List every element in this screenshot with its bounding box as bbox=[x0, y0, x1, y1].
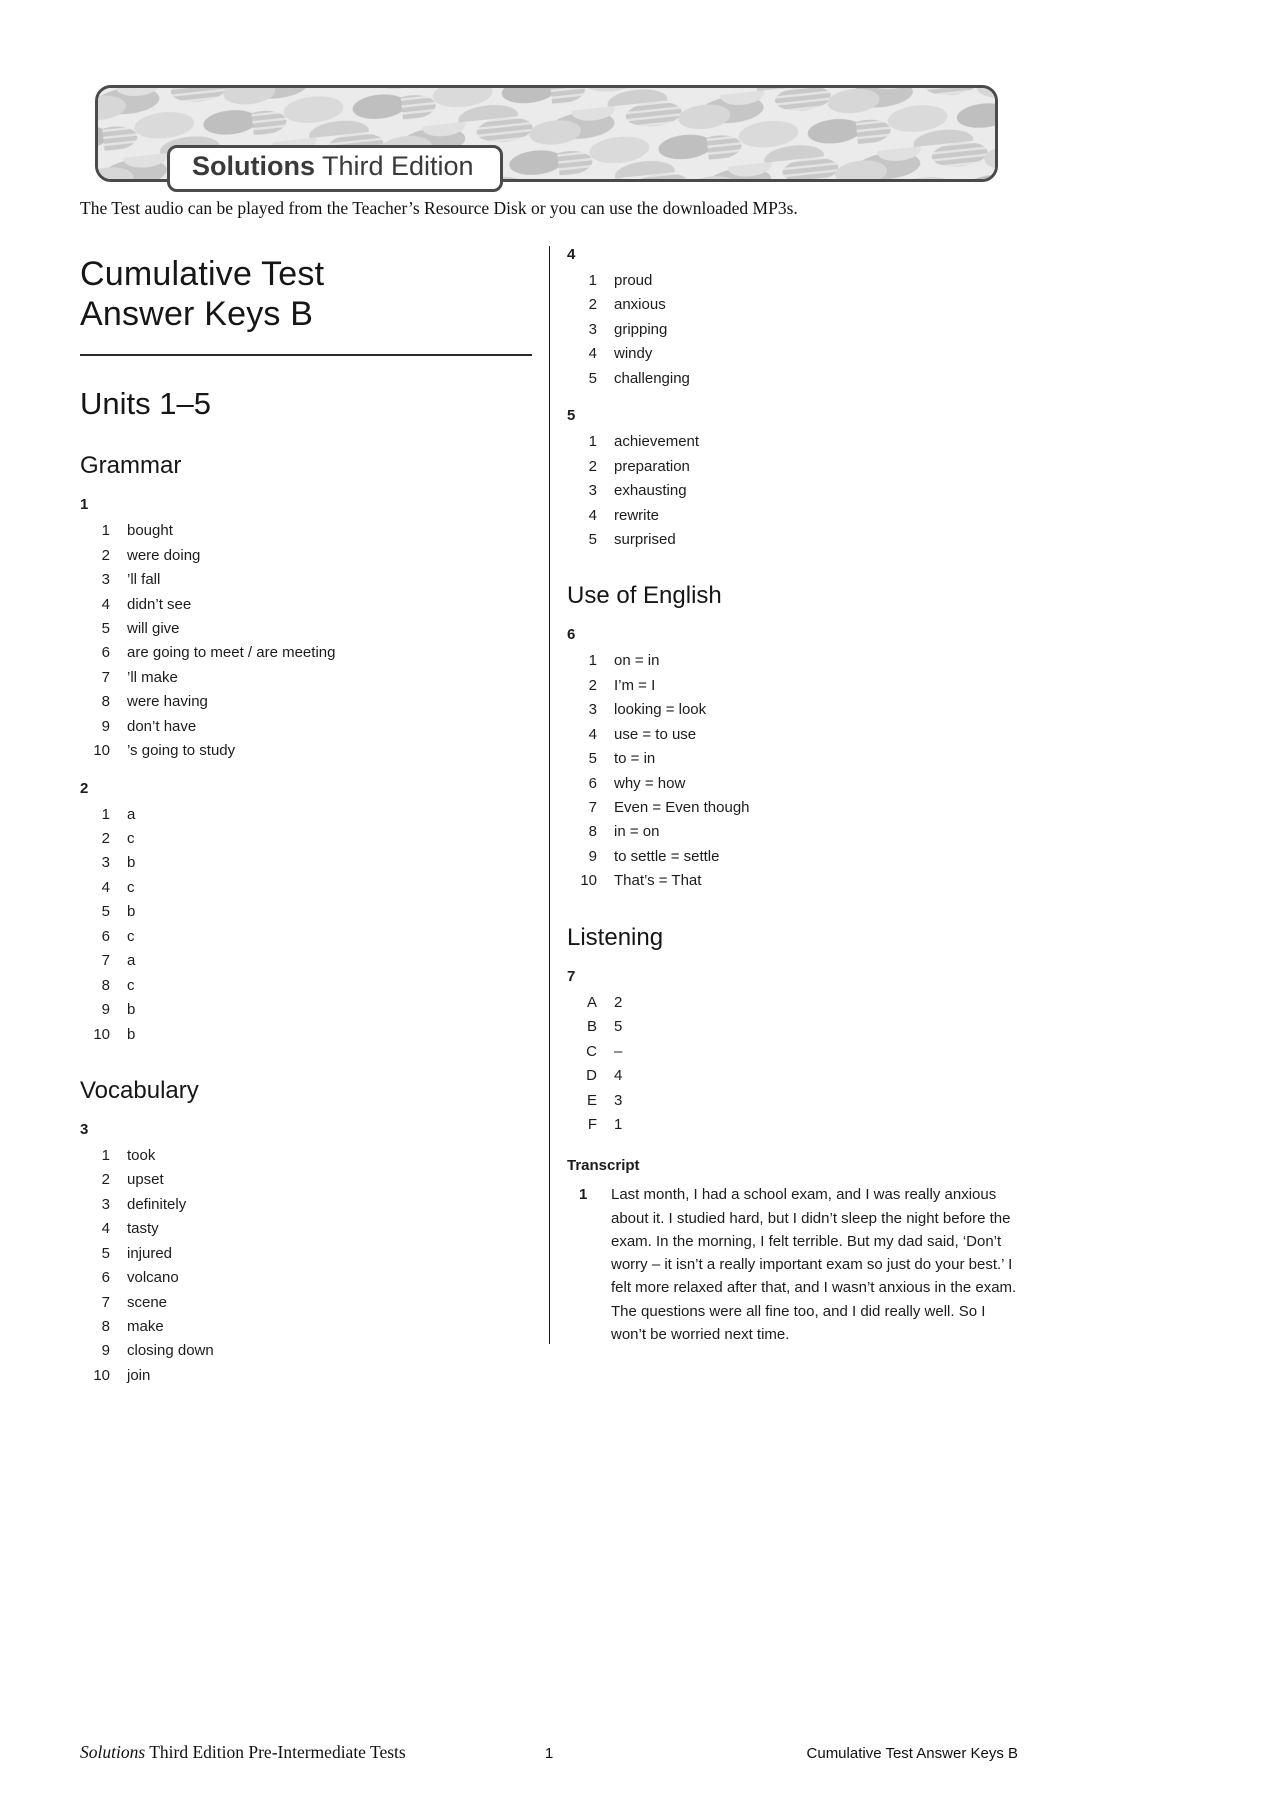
answer-text: ’ll make bbox=[127, 668, 178, 686]
exercise-number: 2 bbox=[80, 779, 89, 797]
answer-number: 2 bbox=[101, 546, 110, 564]
answer-row bbox=[80, 998, 532, 1022]
answer-number: 1 bbox=[101, 522, 110, 540]
answer-text: 1 bbox=[614, 1115, 623, 1133]
page-title bbox=[80, 254, 532, 334]
answer-text: c bbox=[127, 878, 135, 896]
answer-row bbox=[80, 1364, 532, 1388]
section-heading: Grammar bbox=[80, 452, 182, 480]
answer-text: – bbox=[614, 1042, 623, 1060]
answer-row bbox=[80, 803, 532, 827]
answer-row bbox=[80, 568, 532, 592]
answer-text: join bbox=[127, 1366, 151, 1384]
answer-text: don’t have bbox=[127, 717, 197, 735]
answer-text: gripping bbox=[614, 320, 668, 338]
answer-row bbox=[567, 820, 1020, 844]
answer-text: b bbox=[127, 903, 136, 921]
answer-row bbox=[80, 949, 532, 973]
answer-text: c bbox=[127, 927, 135, 945]
answer-number: 1 bbox=[101, 1146, 110, 1164]
answer-number: D bbox=[586, 1067, 597, 1085]
answer-text: a bbox=[127, 952, 136, 970]
exercise bbox=[80, 1121, 532, 1388]
exercise-number: 4 bbox=[567, 246, 576, 263]
answer-row bbox=[80, 593, 532, 617]
answer-number: 2 bbox=[588, 676, 597, 694]
answer-row bbox=[567, 342, 1020, 366]
answer-text: looking = look bbox=[614, 701, 707, 719]
page-title-line1: Cumulative Test bbox=[80, 255, 325, 293]
answer-row bbox=[567, 430, 1020, 454]
answer-text: will give bbox=[127, 619, 180, 637]
exercise bbox=[567, 968, 1020, 1138]
answer-number: 6 bbox=[101, 927, 110, 945]
content-columns bbox=[80, 240, 1020, 1388]
answer-row bbox=[80, 974, 532, 998]
answer-row bbox=[80, 851, 532, 875]
answer-number: 5 bbox=[588, 369, 597, 387]
answer-number: 2 bbox=[101, 1171, 110, 1189]
answer-text: injured bbox=[127, 1244, 173, 1262]
answer-number: B bbox=[586, 1018, 597, 1036]
answer-text: Even = Even though bbox=[614, 799, 750, 816]
left-answer-blocks bbox=[80, 452, 532, 1388]
answer-number: 4 bbox=[101, 595, 110, 613]
answer-text: upset bbox=[127, 1171, 164, 1189]
answer-text: I’m = I bbox=[614, 676, 656, 694]
answer-row bbox=[80, 1339, 532, 1363]
answer-text: b bbox=[127, 1001, 136, 1019]
answer-text: That’s = That bbox=[614, 872, 702, 890]
exercise bbox=[567, 626, 1020, 893]
answer-number: 5 bbox=[101, 619, 110, 637]
footer-doc-title: Cumulative Test Answer Keys B bbox=[806, 1745, 1018, 1762]
answer-text: exhausting bbox=[614, 482, 687, 500]
answer-text: c bbox=[127, 976, 135, 994]
answer-row bbox=[80, 1242, 532, 1266]
answer-text: to = in bbox=[614, 750, 656, 768]
right-answer-blocks bbox=[567, 246, 1020, 1346]
answer-text: b bbox=[127, 1025, 136, 1043]
answer-text: ’s going to study bbox=[127, 742, 236, 760]
answer-text: were doing bbox=[127, 546, 201, 564]
brand-banner bbox=[95, 85, 998, 182]
answer-text: are going to meet / are meeting bbox=[127, 644, 336, 662]
answer-text: surprised bbox=[614, 530, 676, 548]
page-title-line2: Answer Keys B bbox=[80, 295, 314, 334]
answer-row bbox=[80, 876, 532, 900]
answer-row bbox=[567, 293, 1020, 317]
exercise-number: 5 bbox=[567, 407, 576, 425]
answer-text: scene bbox=[127, 1293, 168, 1311]
answer-row bbox=[80, 1193, 532, 1217]
answer-number: E bbox=[586, 1091, 597, 1109]
answer-number: 5 bbox=[101, 1244, 110, 1262]
answer-row bbox=[80, 1217, 532, 1241]
answer-row bbox=[80, 690, 532, 714]
answer-number: 9 bbox=[101, 717, 110, 735]
answer-text: ’ll fall bbox=[127, 571, 161, 589]
transcript-item bbox=[567, 1183, 1020, 1346]
answer-number: 6 bbox=[101, 644, 110, 662]
answer-number: 3 bbox=[588, 701, 597, 719]
answer-text: windy bbox=[614, 345, 653, 363]
exercise bbox=[80, 496, 532, 763]
answer-row bbox=[567, 845, 1020, 869]
answer-row bbox=[80, 1023, 532, 1047]
answer-number: 1 bbox=[588, 272, 597, 289]
answer-number: 8 bbox=[101, 693, 110, 711]
answer-number: 10 bbox=[93, 1025, 110, 1043]
answer-number: 1 bbox=[588, 652, 597, 670]
answer-text: why = how bbox=[614, 774, 686, 792]
brand-edition: Third Edition bbox=[322, 151, 474, 181]
answer-row bbox=[567, 1113, 1020, 1137]
exercise-number: 1 bbox=[80, 496, 89, 514]
answer-number: 8 bbox=[101, 976, 110, 994]
answer-text: rewrite bbox=[614, 506, 660, 524]
answer-text: 5 bbox=[614, 1018, 623, 1036]
answer-text: a bbox=[127, 805, 136, 823]
answer-row bbox=[567, 318, 1020, 342]
answer-number: 2 bbox=[588, 296, 597, 314]
answer-row bbox=[80, 900, 532, 924]
answer-number: 9 bbox=[101, 1001, 110, 1019]
exercise bbox=[80, 780, 532, 1047]
answer-row bbox=[80, 1315, 532, 1339]
answer-text: 3 bbox=[614, 1091, 623, 1109]
answer-text: definitely bbox=[127, 1195, 187, 1213]
answer-number: 3 bbox=[101, 571, 110, 589]
answer-row bbox=[567, 723, 1020, 747]
answer-row bbox=[567, 991, 1020, 1015]
answer-row bbox=[567, 649, 1020, 673]
answer-row bbox=[567, 455, 1020, 479]
answer-row bbox=[567, 528, 1020, 552]
exercise bbox=[567, 407, 1020, 552]
answer-number: F bbox=[587, 1115, 597, 1133]
answer-number: 4 bbox=[588, 506, 597, 524]
answer-text: took bbox=[127, 1146, 156, 1164]
answer-number: 1 bbox=[588, 433, 597, 451]
answer-row bbox=[80, 617, 532, 641]
answer-row bbox=[567, 772, 1020, 796]
answer-text: to settle = settle bbox=[614, 847, 720, 865]
answer-number: 8 bbox=[101, 1318, 110, 1336]
answer-number: 4 bbox=[101, 1220, 110, 1238]
answer-text: closing down bbox=[127, 1342, 214, 1360]
answer-row bbox=[567, 269, 1020, 293]
answer-row bbox=[80, 641, 532, 665]
answer-text: on = in bbox=[614, 652, 660, 670]
answer-number: 2 bbox=[588, 457, 597, 475]
exercise-number: 3 bbox=[80, 1120, 89, 1138]
answer-number: C bbox=[586, 1042, 597, 1060]
answer-text: in = on bbox=[614, 823, 660, 841]
answer-text: use = to use bbox=[614, 725, 697, 743]
answer-number: 4 bbox=[588, 345, 597, 363]
answer-text: achievement bbox=[614, 433, 700, 451]
answer-text: anxious bbox=[614, 296, 666, 314]
answer-number: 5 bbox=[588, 530, 597, 548]
answer-number: 10 bbox=[580, 872, 597, 890]
answer-number: 1 bbox=[101, 805, 110, 823]
answer-row bbox=[80, 1168, 532, 1192]
answer-number: 3 bbox=[588, 320, 597, 338]
answer-row bbox=[80, 1144, 532, 1168]
answer-number: 4 bbox=[588, 725, 597, 743]
answer-number: 7 bbox=[588, 799, 597, 816]
answer-number: 6 bbox=[101, 1269, 110, 1287]
answer-row bbox=[80, 666, 532, 690]
right-column bbox=[567, 240, 1020, 1388]
answer-number: 2 bbox=[101, 830, 110, 848]
title-rule bbox=[80, 354, 532, 356]
answer-row bbox=[567, 674, 1020, 698]
footer-series-italic: Solutions bbox=[80, 1742, 146, 1762]
answer-text: preparation bbox=[614, 457, 690, 475]
answer-row bbox=[567, 504, 1020, 528]
answer-text: c bbox=[127, 830, 135, 848]
footer-series-rest: Third Edition Pre-Intermediate Tests bbox=[145, 1742, 406, 1762]
section-heading: Use of English bbox=[567, 582, 722, 610]
answer-row bbox=[80, 544, 532, 568]
answer-number: 9 bbox=[101, 1342, 110, 1360]
answer-row bbox=[567, 1040, 1020, 1064]
answer-row bbox=[80, 739, 532, 763]
answer-text: were having bbox=[127, 693, 208, 711]
answer-number: 10 bbox=[93, 742, 110, 760]
answer-text: 4 bbox=[614, 1067, 623, 1085]
answer-number: 8 bbox=[588, 823, 597, 841]
answer-text: 2 bbox=[614, 993, 623, 1011]
answer-number: A bbox=[586, 993, 597, 1011]
answer-row bbox=[80, 1291, 532, 1315]
exercise-number: 7 bbox=[567, 967, 576, 985]
answer-number: 3 bbox=[588, 482, 597, 500]
answer-row bbox=[80, 519, 532, 543]
left-column bbox=[80, 240, 532, 1388]
answer-row bbox=[80, 715, 532, 739]
transcript-heading: Transcript bbox=[567, 1157, 640, 1175]
page-footer bbox=[80, 1742, 1018, 1763]
answer-row bbox=[567, 479, 1020, 503]
answer-text: volcano bbox=[127, 1269, 179, 1287]
answer-number: 6 bbox=[588, 774, 597, 792]
answer-number: 3 bbox=[101, 1195, 110, 1213]
answer-text: bought bbox=[127, 522, 173, 540]
answer-text: didn’t see bbox=[127, 595, 192, 613]
transcript-item-number: 1 bbox=[579, 1186, 588, 1204]
answer-text: tasty bbox=[127, 1220, 159, 1238]
units-heading: Units 1–5 bbox=[80, 386, 211, 422]
section-heading: Listening bbox=[567, 923, 664, 951]
answer-number: 9 bbox=[588, 847, 597, 865]
answer-row bbox=[567, 747, 1020, 771]
answer-row bbox=[567, 796, 1020, 820]
brand-logo bbox=[167, 145, 503, 192]
page-number: 1 bbox=[544, 1745, 554, 1762]
brand-name: Solutions bbox=[192, 151, 315, 181]
answer-row bbox=[567, 698, 1020, 722]
answer-row bbox=[567, 1089, 1020, 1113]
answer-number: 5 bbox=[101, 903, 110, 921]
answer-number: 4 bbox=[101, 878, 110, 896]
answer-number: 10 bbox=[93, 1366, 110, 1384]
answer-text: challenging bbox=[614, 369, 690, 387]
answer-number: 5 bbox=[588, 750, 597, 768]
answer-number: 7 bbox=[101, 1293, 110, 1311]
exercise bbox=[567, 246, 1020, 391]
answer-text: make bbox=[127, 1318, 164, 1336]
answer-row bbox=[80, 827, 532, 851]
answer-number: 7 bbox=[101, 668, 110, 686]
exercise-number: 6 bbox=[567, 626, 576, 644]
answer-number: 3 bbox=[101, 854, 110, 872]
column-divider bbox=[549, 246, 550, 1344]
answer-text: b bbox=[127, 854, 136, 872]
intro-note: The Test audio can be played from the Teacher’s Resource Disk or you can use the downloaded MP3s. bbox=[80, 198, 798, 218]
answer-row bbox=[567, 367, 1020, 391]
section-heading: Vocabulary bbox=[80, 1076, 199, 1104]
answer-row bbox=[567, 869, 1020, 893]
answer-text: proud bbox=[614, 272, 653, 289]
answer-number: 7 bbox=[101, 952, 110, 970]
answer-row bbox=[567, 1015, 1020, 1039]
transcript-text: Last month, I had a school exam, and I was really anxious about it. I studied hard, but I didn’t sleep the night before the exam. In the morning, I felt terrible. But my dad said, ‘Don’t worry – it isn’t a really important exam so just do your best.’ I felt more relaxed after that, and I wasn’t anxious in the exam. The questions were all fine too, and I did really well. So I won’t be worried next time. bbox=[611, 1186, 1017, 1343]
answer-row bbox=[567, 1064, 1020, 1088]
footer-series bbox=[80, 1742, 406, 1763]
answer-row bbox=[80, 925, 532, 949]
answer-row bbox=[80, 1266, 532, 1290]
